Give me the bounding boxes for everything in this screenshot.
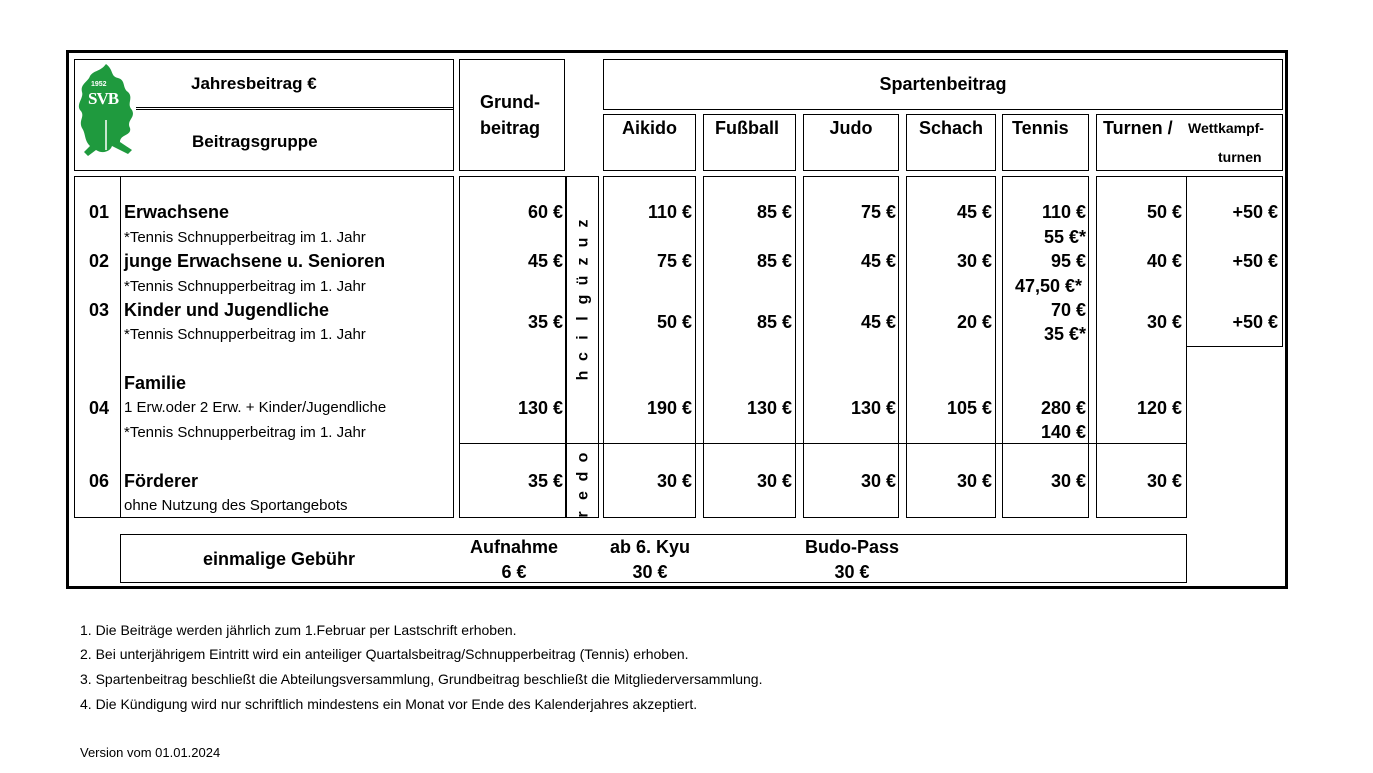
row-04-name: Familie — [124, 373, 187, 393]
fee-budopass-value: 30 € — [834, 562, 870, 582]
row-04-tennis: 280 € — [1040, 398, 1086, 418]
row-06-num: 06 — [89, 471, 110, 491]
body-judo-column — [803, 176, 899, 518]
row-03-grund: 35 € — [527, 312, 563, 332]
row-03-name: Kinder und Jugendliche — [124, 300, 330, 320]
row-06-note: ohne Nutzung des Sportangebots — [124, 497, 348, 514]
header-wettkampf-1: Wettkampf- — [1188, 120, 1264, 136]
row-02-wettkampf: +50 € — [1232, 251, 1278, 271]
row-03-turnen: 30 € — [1146, 312, 1182, 332]
vertical-zuzueglich: z u z ü g l i c h — [574, 219, 592, 381]
row-03-tennis-schnupper: 35 €* — [1043, 324, 1086, 344]
note-4: 4. Die Kündigung wird nur schriftlich mindestens ein Monat vor Ende des Kalenderjahres akzeptiert. — [80, 696, 698, 712]
header-turnen: Turnen / — [1103, 118, 1173, 138]
row-04-aikido: 190 € — [646, 398, 692, 418]
note-2: 2. Bei unterjährigem Eintritt wird ein anteiliger Quartalsbeitrag/Schnupperbeitrag (Tennis) erhoben. — [80, 646, 689, 662]
header-wettkampf-2: turnen — [1218, 149, 1262, 165]
header-spartenbeitrag: Spartenbeitrag — [879, 74, 1007, 94]
row-04-fussball: 130 € — [746, 398, 792, 418]
row-04-grund: 130 € — [517, 398, 563, 418]
fee-budopass-title: Budo-Pass — [804, 537, 900, 557]
row-06-name: Förderer — [124, 471, 199, 491]
fee-kyu-title: ab 6. Kyu — [609, 537, 691, 557]
row-02-grund: 45 € — [527, 251, 563, 271]
row-02-name: junge Erwachsene u. Senioren — [124, 251, 386, 271]
header-grundbeitrag-box — [459, 59, 565, 171]
row-04-num: 04 — [89, 398, 110, 418]
logo-letters: SVB — [88, 89, 119, 108]
row-02-note: *Tennis Schnupperbeitrag im 1. Jahr — [124, 278, 366, 295]
row-04-tennis-schnupper: 140 € — [1040, 422, 1086, 442]
row-02-fussball: 85 € — [756, 251, 792, 271]
row-04-turnen: 120 € — [1136, 398, 1182, 418]
logo-year: 1952 — [91, 81, 107, 88]
row-01-num: 01 — [89, 202, 110, 222]
row-01-judo: 75 € — [860, 202, 896, 222]
header-jahresbeitrag: Jahresbeitrag € — [191, 74, 317, 93]
header-judo: Judo — [829, 118, 873, 138]
header-schach: Schach — [918, 118, 984, 138]
row-06-turnen: 30 € — [1146, 471, 1182, 491]
row-06-grund: 35 € — [527, 471, 563, 491]
header-grundbeitrag-2: beitrag — [480, 118, 541, 138]
row-06-judo: 30 € — [860, 471, 896, 491]
row-02-schach: 30 € — [956, 251, 992, 271]
row-04-note: *Tennis Schnupperbeitrag im 1. Jahr — [124, 424, 366, 441]
fee-aufnahme-title: Aufnahme — [469, 537, 558, 557]
row-02-turnen: 40 € — [1146, 251, 1182, 271]
foerderer-divider — [459, 443, 1187, 444]
row-01-turnen: 50 € — [1146, 202, 1182, 222]
vertical-oder: o d e r — [574, 452, 592, 518]
body-num-column — [74, 176, 121, 518]
row-03-wettkampf: +50 € — [1232, 312, 1278, 332]
note-3: 3. Spartenbeitrag beschließt die Abteilungsversammlung, Grundbeitrag beschließt die Mitgliederversammlung. — [80, 671, 763, 687]
header-grundbeitrag-1: Grund- — [480, 92, 540, 112]
row-03-schach: 20 € — [956, 312, 992, 332]
row-03-judo: 45 € — [860, 312, 896, 332]
row-03-note: *Tennis Schnupperbeitrag im 1. Jahr — [124, 326, 366, 343]
header-divider — [136, 107, 454, 110]
row-03-num: 03 — [89, 300, 110, 320]
body-fussball-column — [703, 176, 796, 518]
row-01-name: Erwachsene — [124, 202, 230, 222]
body-grund-column — [459, 176, 566, 518]
row-03-aikido: 50 € — [656, 312, 692, 332]
body-aikido-column — [603, 176, 696, 518]
row-01-tennis: 110 € — [1041, 202, 1086, 222]
row-01-wettkampf: +50 € — [1232, 202, 1278, 222]
row-01-note: *Tennis Schnupperbeitrag im 1. Jahr — [124, 229, 366, 246]
row-01-fussball: 85 € — [756, 202, 792, 222]
row-01-schach: 45 € — [956, 202, 992, 222]
row-01-grund: 60 € — [527, 202, 563, 222]
fees-label: einmalige Gebühr — [203, 549, 356, 569]
row-02-tennis: 95 € — [1050, 251, 1086, 271]
header-beitragsgruppe: Beitragsgruppe — [192, 132, 318, 151]
row-02-num: 02 — [89, 251, 110, 271]
body-turnen-column — [1096, 176, 1187, 518]
header-fussball: Fußball — [715, 118, 779, 138]
row-02-tennis-schnupper: 47,50 €* — [1014, 276, 1082, 296]
body-group-column — [120, 176, 454, 518]
row-06-schach: 30 € — [956, 471, 992, 491]
row-02-aikido: 75 € — [656, 251, 692, 271]
note-1: 1. Die Beiträge werden jährlich zum 1.Februar per Lastschrift erhoben. — [80, 622, 517, 638]
fee-kyu-value: 30 € — [632, 562, 668, 582]
header-aikido: Aikido — [621, 118, 677, 138]
row-04-schach: 105 € — [946, 398, 992, 418]
row-06-tennis: 30 € — [1050, 471, 1086, 491]
row-03-tennis: 70 € — [1050, 300, 1086, 320]
body-schach-column — [906, 176, 996, 518]
row-01-tennis-schnupper: 55 €* — [1043, 227, 1086, 247]
row-04-detail: 1 Erw.oder 2 Erw. + Kinder/Jugendliche — [124, 399, 387, 416]
version-text: Version vom 01.01.2024 — [80, 745, 221, 760]
row-06-aikido: 30 € — [656, 471, 692, 491]
row-06-fussball: 30 € — [756, 471, 792, 491]
row-04-judo: 130 € — [850, 398, 896, 418]
row-03-fussball: 85 € — [756, 312, 792, 332]
row-02-judo: 45 € — [860, 251, 896, 271]
header-tennis: Tennis — [1012, 118, 1069, 138]
fee-aufnahme-value: 6 € — [501, 562, 527, 582]
row-01-aikido: 110 € — [647, 202, 692, 222]
